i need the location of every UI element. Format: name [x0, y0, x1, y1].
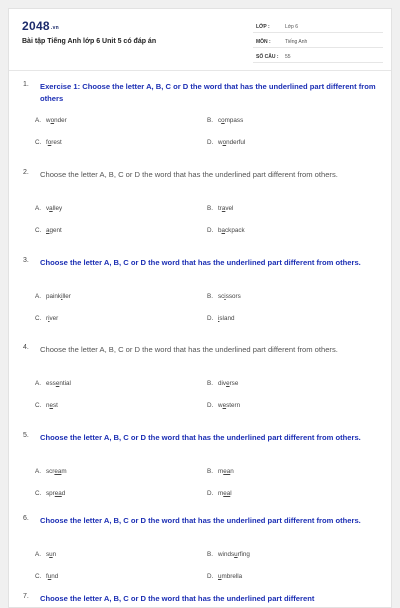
question-text: Choose the letter A, B, C or D the word that has the underlined part different from others.	[40, 258, 361, 267]
answer-option-d[interactable]	[207, 573, 242, 580]
underlined-part: ea	[54, 490, 62, 497]
option-letter: C.	[35, 402, 42, 409]
document-header	[9, 9, 391, 71]
answer-option-d[interactable]	[207, 315, 234, 322]
option-letter: A.	[35, 205, 41, 212]
option-letter: D.	[207, 315, 214, 322]
underlined-part: a	[221, 205, 226, 212]
underlined-part: e	[226, 380, 230, 387]
answer-option-b[interactable]	[207, 380, 238, 387]
answer-option-b[interactable]	[207, 468, 234, 475]
option-letter: A.	[35, 293, 41, 300]
underlined-part: e	[49, 402, 54, 409]
question-text: Exercise 1: Choose the letter A, B, C or D the word that has the underlined part different from others	[40, 82, 376, 103]
answer-option-a[interactable]	[35, 117, 67, 124]
answer-option-b[interactable]	[207, 205, 233, 212]
underlined-part: a	[46, 227, 50, 234]
answer-option-c[interactable]	[35, 227, 62, 234]
document-meta	[253, 18, 383, 63]
option-word: nest	[46, 402, 58, 409]
underlined-part: e	[222, 402, 227, 409]
underlined-part: a	[49, 205, 53, 212]
option-word: scissors	[218, 293, 241, 300]
option-letter: B.	[207, 205, 213, 212]
option-word: windsurfing	[218, 551, 250, 558]
option-letter: B.	[207, 380, 213, 387]
option-word: forest	[46, 139, 62, 146]
option-word: wonder	[46, 117, 67, 124]
option-word: agent	[46, 227, 62, 234]
meta-row-question-count: SỐ CÂU : 55	[253, 48, 383, 63]
site-logo[interactable]: 2048.vn	[22, 19, 60, 33]
option-letter: A.	[35, 380, 41, 387]
underlined-part: e	[55, 380, 60, 387]
option-letter: D.	[207, 402, 214, 409]
option-letter: C.	[35, 490, 42, 497]
option-word: travel	[218, 205, 234, 212]
underlined-part: u	[47, 573, 52, 580]
option-letter: A.	[35, 551, 41, 558]
answer-option-c[interactable]	[35, 402, 58, 409]
option-letter: D.	[207, 227, 214, 234]
answer-option-c[interactable]	[35, 573, 58, 580]
question-number: 2.	[23, 169, 29, 176]
page-title: Bài tập Tiếng Anh lớp 6 Unit 5 có đáp án	[22, 38, 157, 45]
underlined-part: o	[222, 139, 227, 146]
option-word: essential	[46, 380, 71, 387]
option-letter: A.	[35, 117, 41, 124]
underlined-part: o	[50, 117, 55, 124]
question-text: Choose the letter A, B, C or D the word that has the underlined part different from others.	[40, 516, 361, 525]
option-word: island	[218, 315, 235, 322]
underlined-part: u	[49, 551, 53, 558]
option-letter: D.	[207, 139, 214, 146]
option-letter: A.	[35, 468, 41, 475]
question-text: Choose the letter A, B, C or D the word that has the underlined part different	[40, 594, 315, 603]
underlined-part: ea	[54, 468, 62, 475]
answer-option-a[interactable]	[35, 468, 67, 475]
option-word: fund	[46, 573, 59, 580]
option-word: spread	[46, 490, 66, 497]
answer-option-d[interactable]	[207, 139, 245, 146]
option-letter: C.	[35, 227, 42, 234]
worksheet-page	[8, 8, 392, 608]
answer-option-c[interactable]	[35, 490, 65, 497]
answer-option-b[interactable]	[207, 551, 250, 558]
underlined-part: i	[48, 315, 50, 322]
underlined-part: ea	[223, 490, 231, 497]
underlined-part: u	[234, 551, 238, 558]
option-letter: B.	[207, 117, 213, 124]
question-text: Choose the letter A, B, C or D the word that has the underlined part different from others.	[40, 345, 338, 354]
underlined-part: i	[61, 293, 63, 300]
question-number: 4.	[23, 344, 29, 351]
question-text: Choose the letter A, B, C or D the word that has the underlined part different from others.	[40, 170, 338, 179]
underlined-part: o	[221, 117, 225, 124]
answer-option-a[interactable]	[35, 551, 56, 558]
option-word: meal	[218, 490, 232, 497]
question-number: 3.	[23, 257, 29, 264]
option-letter: C.	[35, 139, 42, 146]
option-word: compass	[218, 117, 244, 124]
underlined-part: ea	[223, 468, 231, 475]
answer-option-a[interactable]	[35, 293, 71, 300]
option-word: umbrella	[218, 573, 243, 580]
option-letter: D.	[207, 490, 214, 497]
answer-option-c[interactable]	[35, 139, 62, 146]
option-word: painkiller	[46, 293, 71, 300]
option-letter: C.	[35, 315, 42, 322]
option-word: western	[218, 402, 241, 409]
underlined-part: o	[47, 139, 52, 146]
answer-option-b[interactable]	[207, 293, 241, 300]
option-letter: B.	[207, 551, 213, 558]
answer-option-c[interactable]	[35, 315, 58, 322]
answer-option-a[interactable]	[35, 205, 62, 212]
answer-option-d[interactable]	[207, 227, 245, 234]
option-word: river	[46, 315, 59, 322]
question-number: 6.	[23, 515, 29, 522]
underlined-part: i	[224, 293, 226, 300]
question-number: 1.	[23, 81, 29, 88]
answer-option-d[interactable]	[207, 402, 240, 409]
meta-row-subject: MÔN : Tiếng Anh	[253, 33, 383, 48]
option-letter: B.	[207, 293, 213, 300]
question-number: 7.	[23, 593, 29, 600]
option-word: diverse	[218, 380, 239, 387]
option-letter: C.	[35, 573, 42, 580]
answer-option-a[interactable]	[35, 380, 71, 387]
question-number: 5.	[23, 432, 29, 439]
option-word: sun	[46, 551, 57, 558]
answer-option-d[interactable]	[207, 490, 232, 497]
option-word: scream	[46, 468, 67, 475]
option-word: mean	[218, 468, 234, 475]
underlined-part: i	[218, 315, 220, 322]
underlined-part: a	[221, 227, 226, 234]
meta-row-class: LỚP : Lớp 6	[253, 18, 383, 33]
answer-option-b[interactable]	[207, 117, 243, 124]
option-word: wonderful	[218, 139, 246, 146]
option-letter: B.	[207, 468, 213, 475]
underlined-part: u	[218, 573, 222, 580]
option-word: valley	[46, 205, 63, 212]
option-word: backpack	[218, 227, 245, 234]
option-letter: D.	[207, 573, 214, 580]
question-text: Choose the letter A, B, C or D the word that has the underlined part different from others.	[40, 433, 361, 442]
